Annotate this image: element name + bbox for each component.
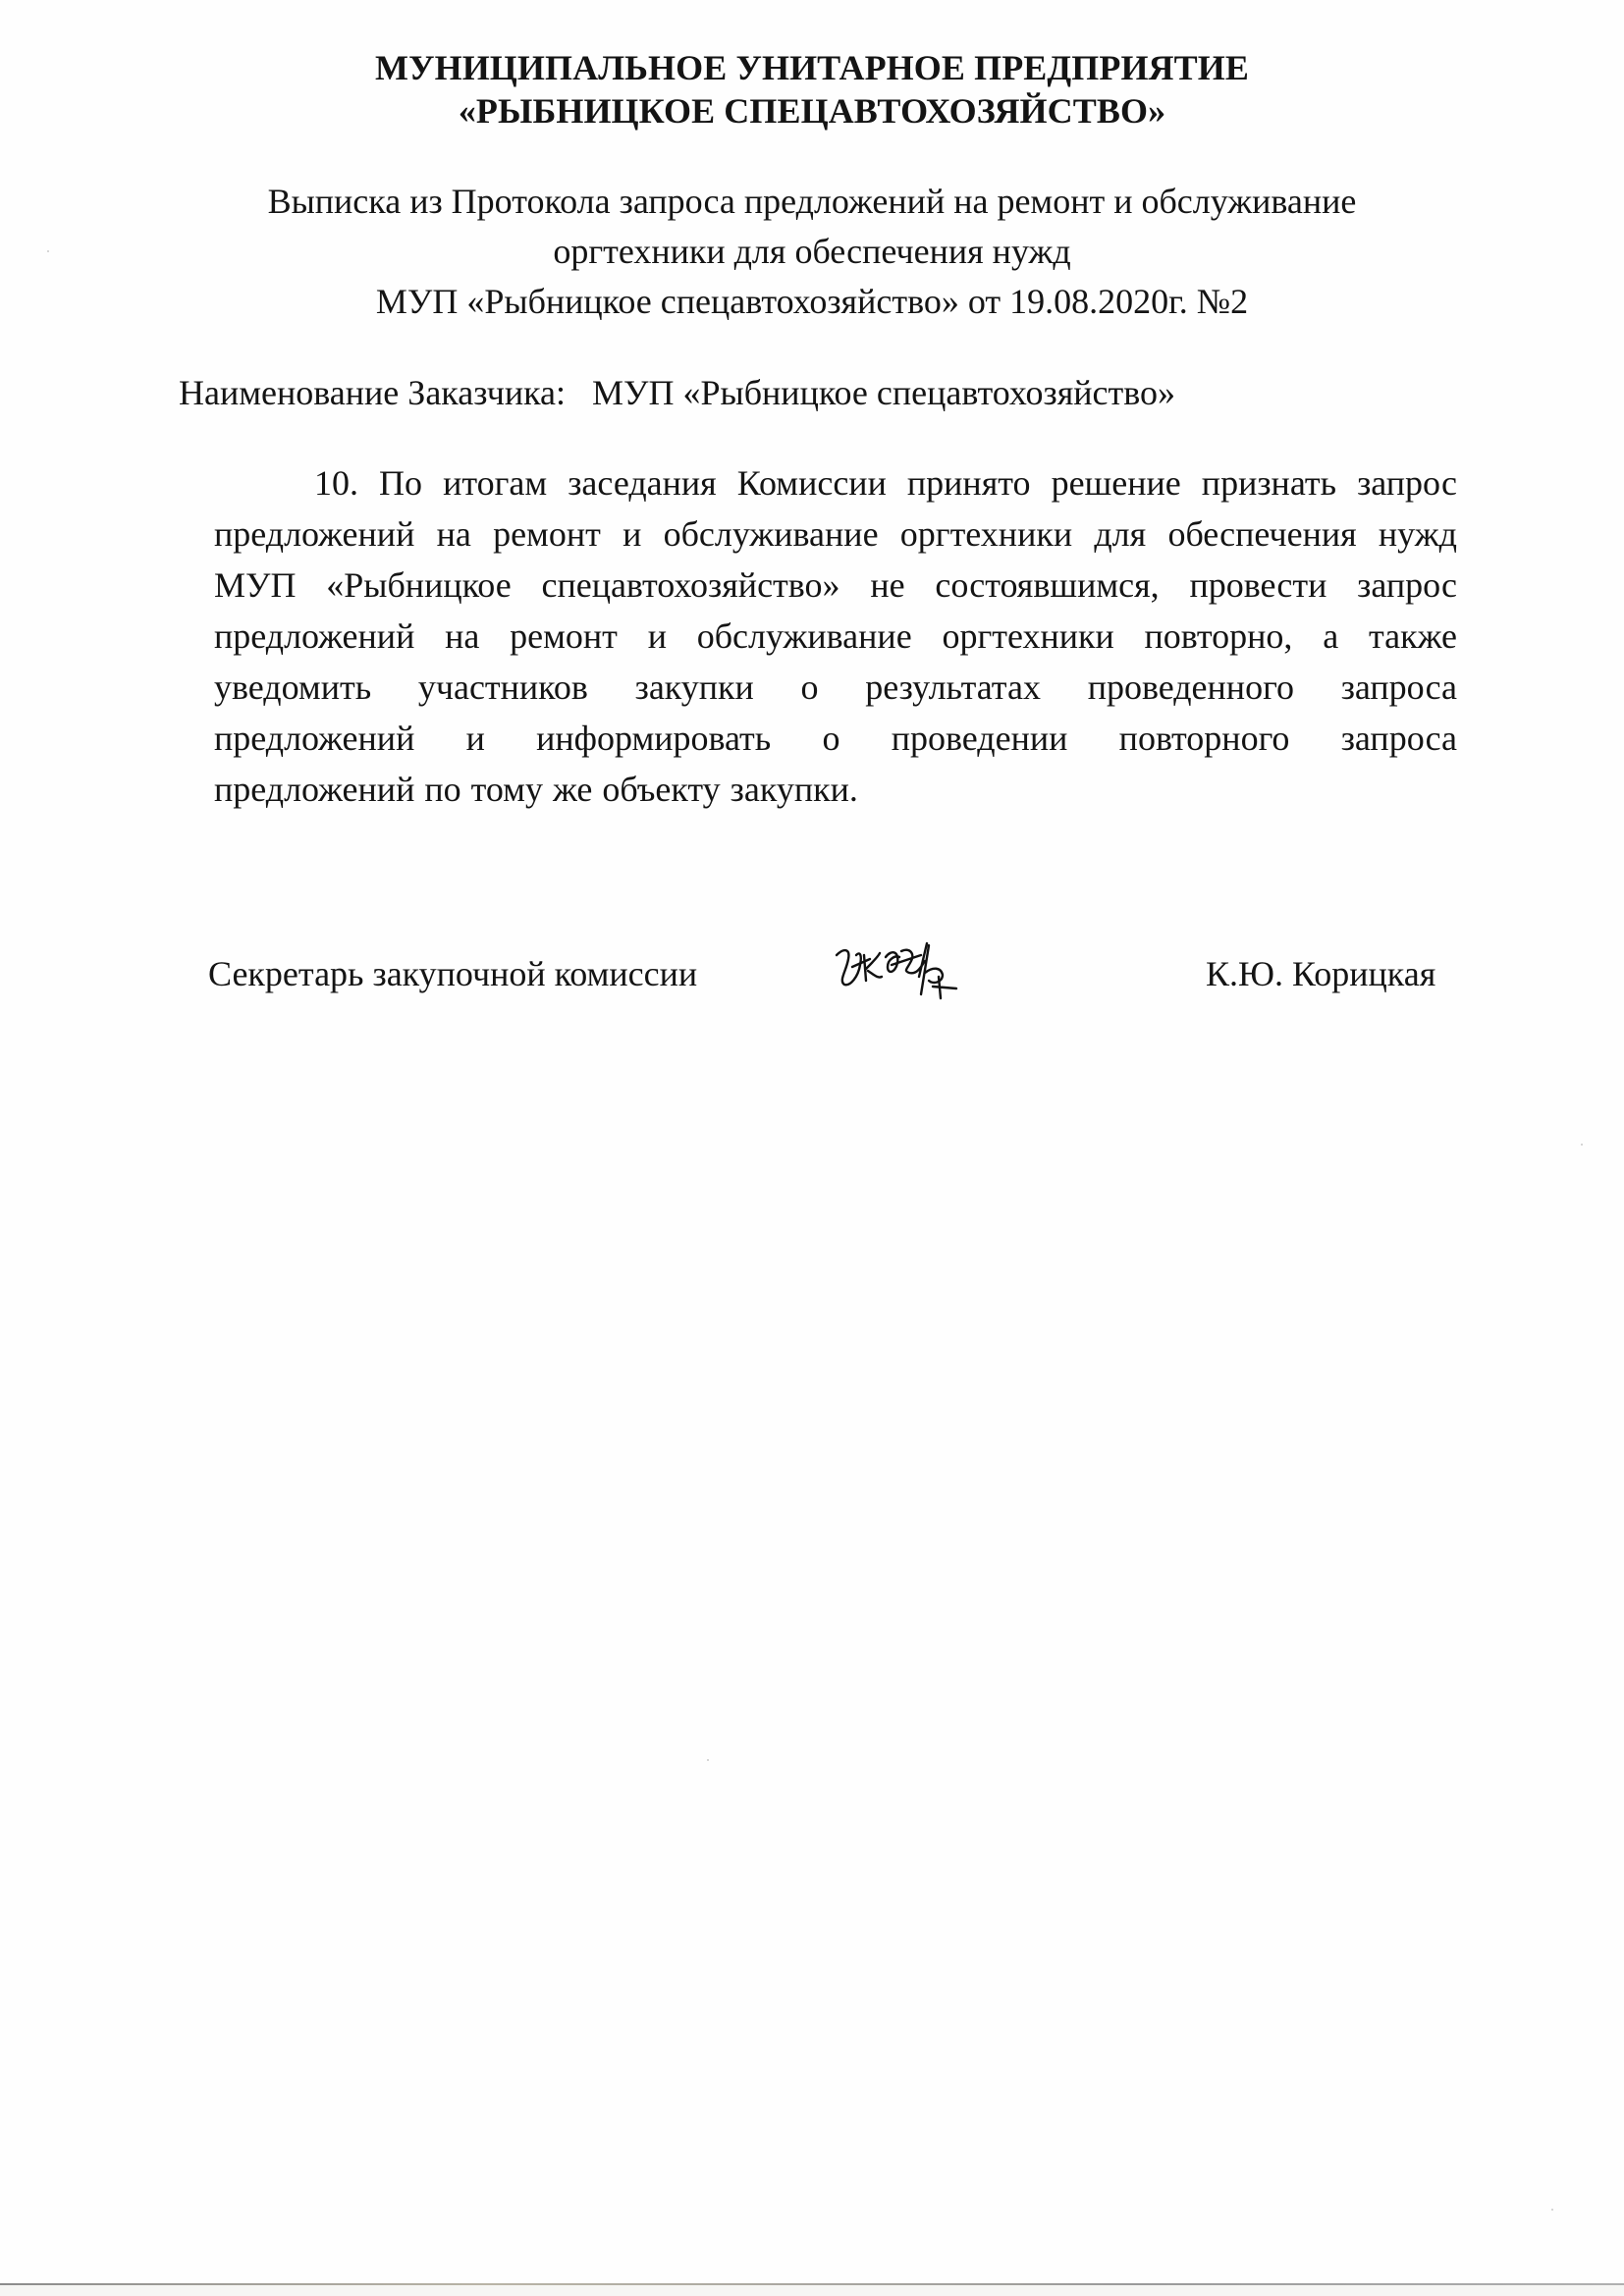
word: о: [800, 667, 819, 707]
signature-block: [0, 937, 1624, 1006]
organization-name: «РЫБНИЦКОЕ СПЕЦАВТОХОЗЯЙСТВО»: [458, 91, 1166, 131]
word: ремонт: [493, 514, 601, 554]
word: обслуживание: [663, 514, 879, 554]
word: проведении: [891, 719, 1068, 758]
word: не: [870, 565, 905, 605]
word: предложений: [214, 616, 415, 656]
word: для: [1094, 514, 1147, 554]
word: объекту: [602, 770, 721, 809]
word: о: [822, 719, 840, 758]
document-title-line-3: МУП «Рыбницкое спецавтохозяйство» от 19.08.2020г. №2: [375, 282, 1249, 321]
word: же: [552, 770, 593, 809]
word: и: [623, 514, 642, 554]
word: запрос: [1357, 565, 1457, 605]
word: обеспечения: [1167, 514, 1357, 554]
word: итогам: [443, 463, 548, 503]
document-title-line-2: оргтехники для обеспечения нужд: [553, 232, 1071, 271]
decision-line: [214, 611, 1457, 662]
decision-paragraph: [214, 457, 1457, 815]
decision-line: [214, 764, 1457, 815]
handwritten-signature-icon: [831, 937, 963, 1006]
word: оргтехники: [899, 514, 1073, 554]
word: 10.: [314, 463, 358, 503]
word: результатах: [865, 667, 1041, 707]
word: предложений: [214, 719, 415, 758]
word: информировать: [536, 719, 772, 758]
word: запроса: [1340, 719, 1457, 758]
word: спецавтохозяйство»: [541, 565, 840, 605]
word: «Рыбницкое: [326, 565, 512, 605]
organization-header: [0, 46, 1624, 133]
decision-line: [214, 662, 1457, 713]
word: тому: [470, 770, 543, 809]
scan-speck: [1581, 1144, 1583, 1146]
document-title: [0, 177, 1624, 327]
scan-speck: [707, 1759, 709, 1761]
word: оргтехники: [942, 616, 1114, 656]
scan-speck: [47, 250, 49, 252]
word: заседания: [568, 463, 717, 503]
word: По: [379, 463, 423, 503]
organization-type: МУНИЦИПАЛЬНОЕ УНИТАРНОЕ ПРЕДПРИЯТИЕ: [375, 48, 1249, 87]
word: предложений: [214, 514, 415, 554]
word: решение: [1051, 463, 1181, 503]
word: закупки: [634, 667, 754, 707]
word: проведенного: [1087, 667, 1294, 707]
decision-line: [214, 508, 1457, 560]
word: состоявшимся,: [935, 565, 1160, 605]
word: на: [436, 514, 471, 554]
word: предложений: [214, 770, 415, 809]
signatory-name: К.Ю. Корицкая: [1206, 954, 1436, 993]
word: провести: [1189, 565, 1327, 605]
word: МУП: [214, 565, 297, 605]
word: ремонт: [510, 616, 618, 656]
decision-line: [214, 560, 1457, 611]
customer-label: Наименование Заказчика:: [179, 373, 567, 412]
decision-line: [214, 713, 1457, 764]
scan-bottom-margin: [0, 2285, 1624, 2296]
document-title-line-1: Выписка из Протокола запроса предложений на ремонт и обслуживание: [267, 182, 1357, 221]
word: запрос: [1357, 463, 1457, 503]
decision-line: [214, 457, 1457, 508]
word: Комиссии: [736, 463, 887, 503]
word: повторно,: [1144, 616, 1293, 656]
signatory-role: Секретарь закупочной комиссии: [208, 954, 698, 993]
word: уведомить: [214, 667, 372, 707]
word: а: [1323, 616, 1339, 656]
word: и: [465, 719, 485, 758]
word: обслуживание: [696, 616, 912, 656]
word: по: [424, 770, 461, 809]
customer-value: МУП «Рыбницкое спецавтохозяйство»: [592, 373, 1175, 412]
word: повторного: [1118, 719, 1290, 758]
word: на: [445, 616, 480, 656]
scan-speck: [1551, 2209, 1553, 2211]
word: и: [647, 616, 667, 656]
word: участников: [417, 667, 588, 707]
word: принято: [906, 463, 1031, 503]
customer-line: [179, 371, 1175, 414]
word: признать: [1201, 463, 1337, 503]
word: запроса: [1340, 667, 1457, 707]
word: закупки.: [730, 770, 858, 809]
word: нужд: [1378, 514, 1457, 554]
word: также: [1368, 616, 1457, 656]
